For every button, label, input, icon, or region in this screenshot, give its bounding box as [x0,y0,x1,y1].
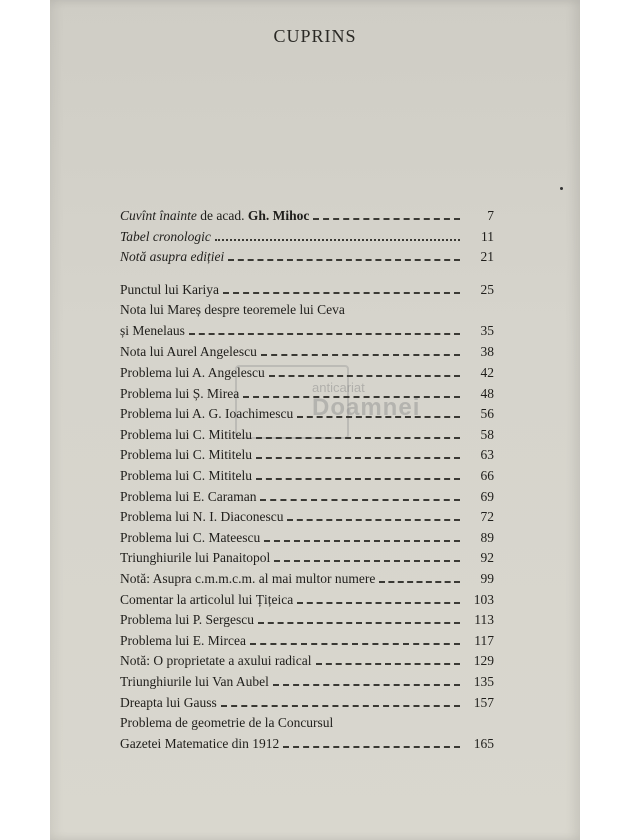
page-title: CUPRINS [273,26,357,46]
entry-title-continued: Gazetei Matematice din 1912 [120,736,280,752]
toc-entry [120,302,494,340]
page-number: 63 [480,447,494,463]
toc-line [120,674,494,691]
page-number: 69 [480,488,494,504]
leader-line [256,457,460,459]
toc-line [120,406,494,423]
toc-line [120,447,494,464]
toc-line [120,695,494,712]
toc-line [120,509,494,526]
entry-title-part: Notă: O proprietate a axului radical [120,653,312,669]
toc-entry [120,633,494,650]
toc-line [120,282,494,299]
entry-title-part: Problema lui C. Mititelu [120,468,252,483]
page-number: 58 [480,426,494,442]
entry-title [120,365,265,381]
entry-title-part: Nota lui Aurel Angelescu [120,344,257,360]
leader-line [221,705,460,707]
entry-title-part: Notă asupra ediției [120,249,225,265]
toc-line [120,427,494,444]
entry-title [120,653,312,669]
entry-title [120,715,333,731]
leader-line [297,602,460,604]
toc-line [120,612,494,629]
entry-title-part: Problema lui C. Mateescu [120,529,261,545]
watermark-line-1: anticariat [312,380,365,395]
page-number: 103 [473,591,494,607]
toc-entry [120,344,494,361]
entry-title [120,229,211,245]
entry-title [120,633,246,649]
leader-line [379,581,460,583]
entry-title-part: Cuvînt înainte [120,208,197,223]
toc-entry [120,571,494,588]
entry-title-part: Problema de geometrie de la Concursul [120,715,334,731]
entry-title-part: Problema lui Ș. Mirea [120,385,240,401]
entry-title [120,468,252,484]
toc-line [120,715,494,732]
toc-line [120,468,494,485]
leader-line [228,259,460,261]
page-number: 7 [487,208,494,223]
toc-entry [120,695,494,712]
page-number: 129 [473,653,494,669]
leader-line [189,333,460,335]
entry-title-part: Problema lui A. G. Ioachimescu [120,406,294,422]
toc-line [120,302,494,319]
entry-title [120,509,283,525]
leader-line [313,218,460,220]
entry-title-part: Triunghiurile lui Van Aubel [120,674,269,689]
page-number: 72 [480,509,494,525]
leader-line [261,354,460,356]
entry-title [120,674,269,690]
toc-entry [120,674,494,691]
page-number: 135 [473,674,494,689]
book-page [50,0,580,840]
toc-entry [120,530,494,547]
entry-title [120,489,256,505]
toc-entry [120,365,494,382]
entry-title [120,249,224,265]
page-number: 38 [480,344,494,360]
toc-entry [120,489,494,506]
entry-title [120,208,309,224]
entry-title [120,406,293,422]
entry-title-continued: și Menelaus [120,323,185,339]
toc-line [120,229,494,246]
watermark-line-2: Doamnei [312,394,421,421]
toc-entry [120,386,494,403]
page-number: 21 [480,249,494,265]
entry-title-part: de acad. [196,208,248,223]
entry-title-part: Tabel cronologic [120,228,211,244]
entry-title-part: Problema lui A. Angelescu [120,365,265,380]
toc-line [120,386,494,403]
toc-line [120,653,494,670]
toc-entry [120,612,494,629]
page-number: 99 [480,571,494,586]
entry-title-part: Dreapta lui Gauss [120,694,217,710]
toc-entry [120,509,494,526]
entry-title-part: Problema lui N. I. Diaconescu [120,509,284,525]
toc-entry [120,550,494,567]
entry-title [120,612,254,628]
page-number: 48 [480,385,494,401]
toc-line [120,365,494,382]
entry-title-part: Nota lui Mareș despre teoremele lui Ceva [120,302,345,318]
toc-entry [120,715,494,753]
entry-title-part: Problema lui C. Mititelu [120,447,252,463]
toc-line [120,571,494,588]
leader-line [283,746,460,748]
leader-line [264,540,460,542]
page-number: 92 [480,550,494,566]
leader-line [258,622,460,624]
leader-line [250,643,460,645]
entry-title [120,695,217,711]
toc-line [120,592,494,609]
toc-line [120,550,494,567]
leader-line [256,478,460,480]
entry-title [120,386,239,402]
toc-line [120,249,494,266]
page-number: 42 [480,365,494,380]
toc-entry [120,653,494,670]
entry-title [120,571,375,587]
toc-line [120,530,494,547]
toc-entry [120,406,494,423]
toc-line [120,633,494,650]
ink-dot [560,187,563,190]
entry-title-part: Notă: Asupra c.m.m.c.m. al mai multor numere [120,571,376,586]
leader-line [269,375,460,377]
toc-line [120,208,494,225]
page-number: 25 [480,281,494,297]
leader-line [273,684,460,686]
page-number: 117 [474,632,494,648]
entry-title [120,282,219,298]
page-number: 165 [473,736,494,752]
entry-title [120,344,257,360]
page-number: 66 [480,468,494,483]
toc-entry [120,427,494,444]
leader-line [243,396,460,398]
toc-entry [120,468,494,485]
entry-title-part: Gh. Mihoc [247,208,310,223]
leader-line [256,437,460,439]
leader-line [274,560,460,562]
toc-entry [120,249,494,266]
entry-title [120,302,345,318]
entry-title [120,550,270,566]
entry-title-part: Problema lui E. Caraman [120,488,257,504]
entry-title [120,592,293,608]
page-number: 113 [474,612,494,628]
leader-line [260,499,460,501]
page-number: 11 [481,228,494,244]
leader-line [297,416,460,418]
entry-title [120,427,252,443]
toc-entry [120,447,494,464]
leader-line [215,239,460,241]
entry-title [120,530,260,546]
entry-title-part: Problema lui P. Sergescu [120,612,254,628]
toc-entry [120,229,494,246]
leader-line [223,292,460,294]
page-number: 35 [480,323,494,339]
toc-entry [120,592,494,609]
toc-line [120,736,494,753]
entry-title-part: Comentar la articolul lui Țițeica [120,591,294,607]
toc-line [120,323,494,340]
toc-entry [120,282,494,299]
entry-title-part: Problema lui E. Mircea [120,632,246,648]
entry-title-part: Problema lui C. Mititelu [120,426,252,442]
toc-line [120,344,494,361]
page-number: 157 [473,694,494,710]
entry-title [120,447,252,463]
page-number: 89 [480,529,494,545]
leader-line [316,663,460,665]
entry-title-part: Punctul lui Kariya [120,281,219,297]
leader-line [287,519,460,521]
page-number: 56 [480,406,494,422]
toc-line [120,489,494,506]
toc-entry [120,208,494,225]
entry-title-part: Triunghiurile lui Panaitopol [120,550,271,566]
